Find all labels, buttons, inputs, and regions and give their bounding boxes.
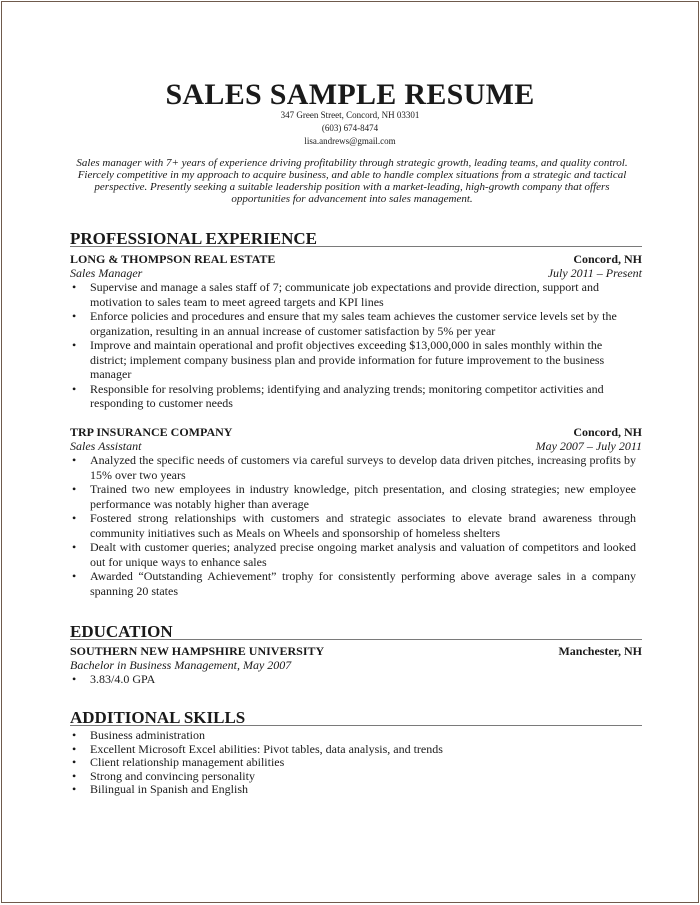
bullet-dot: • <box>72 569 77 583</box>
contact-address: 347 Green Street, Concord, NH 03301 <box>280 110 420 120</box>
bullet-dot: • <box>72 453 77 467</box>
experience-divider <box>70 246 642 247</box>
job-1-role: Sales Manager <box>70 266 143 280</box>
education-school: SOUTHERN NEW HAMPSHIRE UNIVERSITY <box>70 644 325 658</box>
list-item: • Awarded “Outstanding Achievement” trophy for consistently performing above average sales in a company spanning 20 states <box>72 569 636 598</box>
education-divider <box>70 639 642 640</box>
list-item: • Analyzed the specific needs of customers via careful surveys to develop data driven pitches, increasing profits by 15% over two years <box>72 453 636 482</box>
summary-paragraph: Sales manager with 7+ years of experience driving profitability through strategic growth, leading teams, and quality control. Fiercely competitive in my approach to acquire business, and able to handle complex situations from a strategic and tactical perspective. Presently seeking a suitable leadership position with a market-leading, high-growth company that offers opportunities for advancement into sales management. <box>76 157 628 205</box>
bullet-dot: • <box>72 338 77 352</box>
job-1-company: LONG & THOMPSON REAL ESTATE <box>70 252 276 266</box>
list-item: • 3.83/4.0 GPA <box>72 672 156 686</box>
bullet-dot: • <box>72 280 77 294</box>
list-item: • Trained two new employees in industry knowledge, pitch presentation, and closing strategies; new employee performance was notably higher than average <box>72 482 636 511</box>
bullet-dot: • <box>72 672 77 686</box>
job-2-bullets <box>70 453 636 598</box>
bullet-dot: • <box>72 728 77 742</box>
list-item: • Excellent Microsoft Excel abilities: Pivot tables, data analysis, and trends <box>72 741 443 756</box>
list-item: • Improve and maintain operational and profit objectives exceeding $13,000,000 in sales monthly within the district; implement company business plan and provide information for future improvement to the business manager <box>72 338 605 381</box>
skills-heading: ADDITIONAL SKILLS <box>70 708 246 727</box>
list-item: • Client relationship management abilities <box>72 755 285 769</box>
job-1-bullets <box>70 280 636 411</box>
education-degree: Bachelor in Business Management, May 2007 <box>70 658 292 672</box>
list-item: • Enforce policies and procedures and ensure that my sales team achieves the customer service levels set by the organization, resulting in an annual increase of customer satisfaction by 5% per year <box>72 309 617 338</box>
education-location: Manchester, NH <box>558 644 642 658</box>
skills-bullets <box>70 729 636 797</box>
bullet-dot: • <box>72 482 77 496</box>
job-2-dates: May 2007 – July 2011 <box>535 439 642 453</box>
bullet-dot: • <box>72 381 77 396</box>
list-item: • Business administration <box>72 728 205 742</box>
list-item: • Bilingual in Spanish and English <box>72 782 248 796</box>
experience-heading: PROFESSIONAL EXPERIENCE <box>70 229 318 248</box>
bullet-dot: • <box>72 782 77 796</box>
list-item: • Responsible for resolving problems; identifying and analyzing trends; monitoring competitor activities and responding to customer needs <box>72 381 604 410</box>
job-2-location: Concord, NH <box>573 425 642 439</box>
bullet-dot: • <box>72 741 77 756</box>
job-2-company: TRP INSURANCE COMPANY <box>70 425 233 439</box>
job-1-location: Concord, NH <box>573 252 642 266</box>
list-item: • Supervise and manage a sales staff of 7; communicate job expectations and provide direction, support and motivation to sales team to meet agreed targets and KPI lines <box>72 280 599 309</box>
bullet-dot: • <box>72 511 77 525</box>
bullet-dot: • <box>72 540 77 554</box>
list-item: • Fostered strong relationships with customers and strategic associates to elevate brand awareness through community initiatives such as Meals on Wheels and sponsorship of homeless shelters <box>72 511 636 540</box>
bullet-dot: • <box>72 309 77 323</box>
bullet-dot: • <box>72 755 77 769</box>
resume-page <box>1 1 699 903</box>
contact-phone: (603) 674-8474 <box>321 123 379 133</box>
bullet-dot: • <box>72 768 77 783</box>
list-item: • Strong and convincing personality <box>72 768 255 783</box>
resume-title: SALES SAMPLE RESUME <box>165 78 535 111</box>
education-heading: EDUCATION <box>70 622 173 641</box>
job-2-role: Sales Assistant <box>70 439 142 453</box>
list-item: • Dealt with customer queries; analyzed precise ongoing market analysis and valuation of competitors and looked out for unique ways to enhance sales <box>72 540 636 569</box>
skills-divider <box>70 725 642 726</box>
education-bullets <box>70 672 636 687</box>
job-1-dates: July 2011 – Present <box>547 266 642 280</box>
contact-email: lisa.andrews@gmail.com <box>304 136 396 146</box>
